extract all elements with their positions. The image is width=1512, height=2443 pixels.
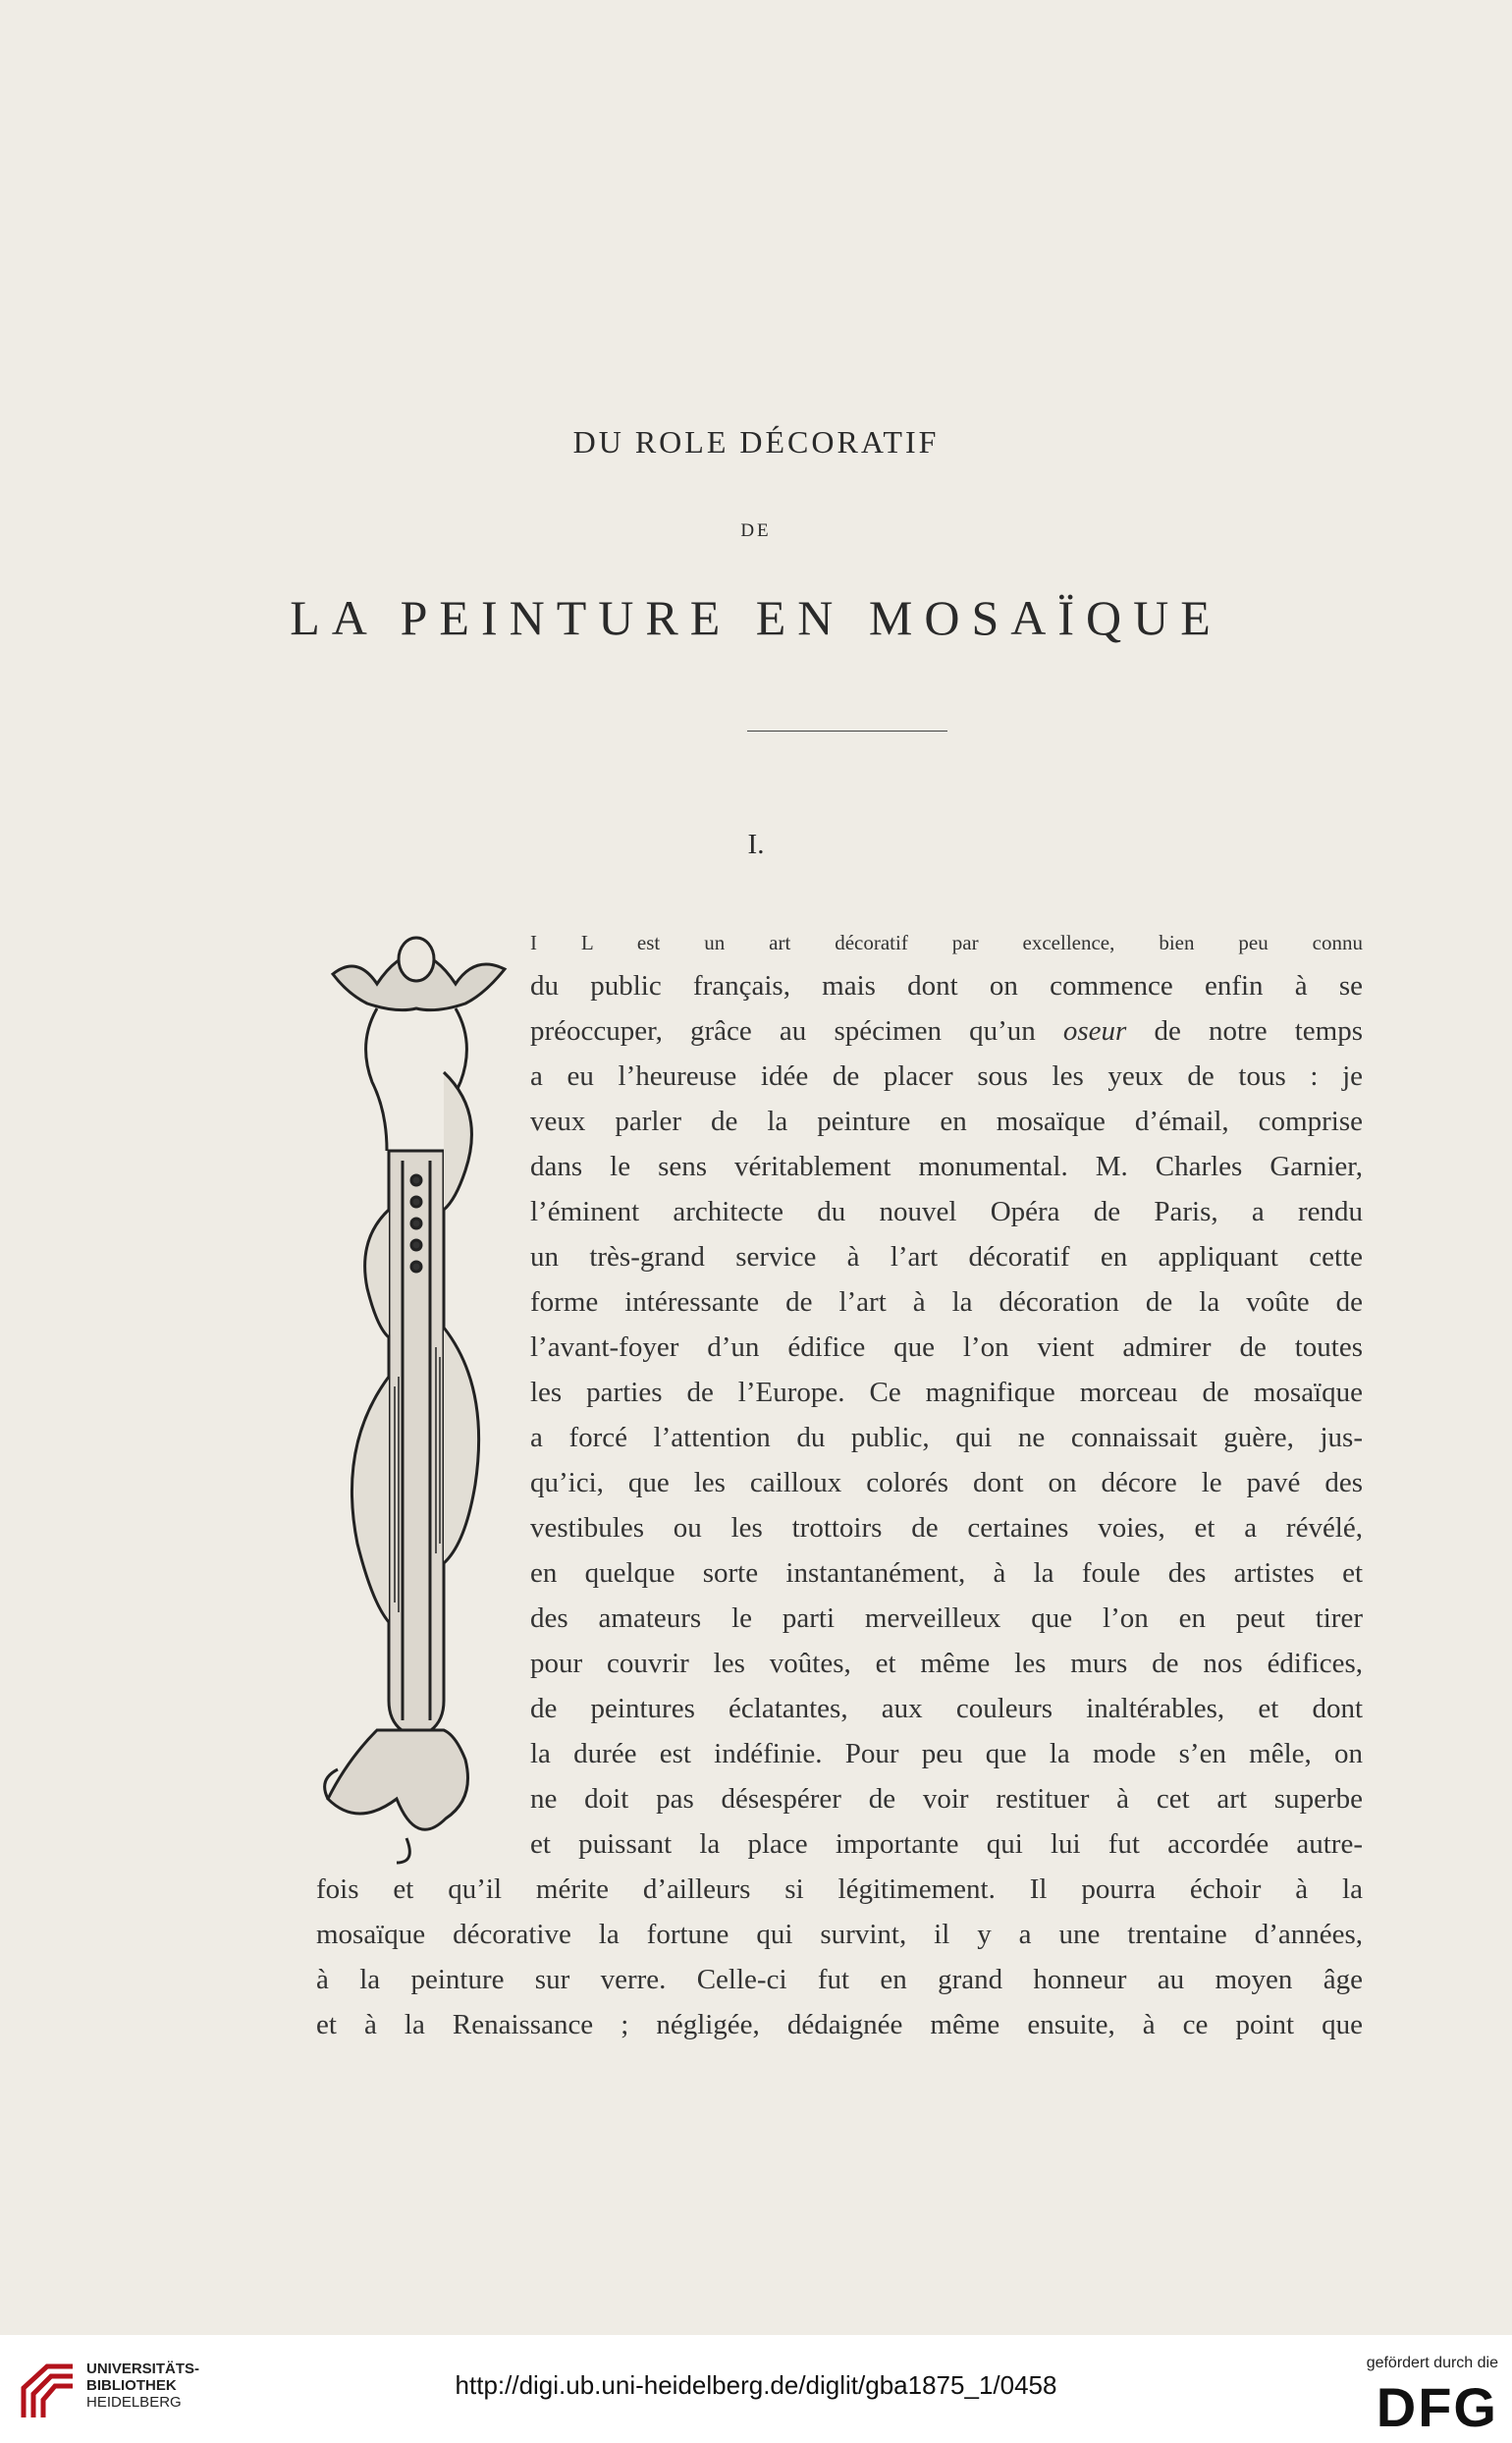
text-line-17: pour couvrir les voûtes, et même les murs de nos édifices, [530,1648,1363,1679]
text-line-8: un très-grand service à l’art décoratif en appliquant cette [530,1241,1363,1273]
text-line-20: ne doit pas désespérer de voir restituer à cet art superbe [530,1783,1363,1815]
text-line-2: du public français, mais dont on commence enfin à se [530,970,1363,1002]
text-line-6: dans le sens véritablement monumental. M. Charles Garnier, [530,1151,1363,1182]
text-line-16: des amateurs le parti merveilleux que l’on en peut tirer [530,1602,1363,1634]
text-line-4: a eu l’heureuse idée de placer sous les yeux de tous : je [530,1060,1363,1092]
title-connector: DE [740,520,772,541]
title-rule [747,731,947,732]
source-url-link[interactable]: http://digi.ub.uni-heidelberg.de/diglit/gba1875_1/0458 [455,2370,1057,2400]
text-line-11: les parties de l’Europe. Ce magnifique morceau de mosaïque [530,1377,1363,1408]
text-line-5: veux parler de la peinture en mosaïque d’émail, comprise [530,1106,1363,1137]
footer-bar [0,2335,1512,2443]
funding-label: gefördert durch die [1366,2355,1498,2371]
text-line-25: et à la Renaissance ; négligée, dédaignée même ensuite, à ce point que [316,2009,1363,2040]
page-title: LA PEINTURE EN MOSAÏQUE [290,590,1222,645]
text-line-7: l’éminent architecte du nouvel Opéra de Paris, a rendu [530,1196,1363,1227]
text-line-22: fois et qu’il mérite d’ailleurs si légitimement. Il pourra échoir à la [316,1873,1363,1905]
text-line-15: en quelque sorte instantanément, à la foule des artistes et [530,1557,1363,1589]
text-line-23: mosaïque décorative la fortune qui survint, il y a une trentaine d’années, [316,1919,1363,1950]
text-line-21: et puissant la place importante qui lui fut accordée autre- [530,1828,1363,1860]
text-line-9: forme intéressante de l’art à la décoration de la voûte de [530,1286,1363,1318]
text-line-3: préoccuper, grâce au spécimen qu’un oseur de notre temps [530,1015,1363,1047]
text-line-14: vestibules ou les trottoirs de certaines voies, et a révélé, [530,1512,1363,1544]
dfg-logo: DFG [1376,2376,1498,2438]
text-line-19: la durée est indéfinie. Pour peu que la mode s’en mêle, on [530,1738,1363,1769]
text-line-24: à la peinture sur verre. Celle-ci fut en grand honneur au moyen âge [316,1964,1363,1995]
text-line-13: qu’ici, que les cailloux colorés dont on décore le pavé des [530,1467,1363,1498]
text-line-1: I L est un art décoratif par excellence, bien peu connu [530,931,1363,954]
library-name: UNIVERSITÄTS- BIBLIOTHEK HEIDELBERG [86,2361,200,2411]
text-line-10: l’avant-foyer d’un édifice que l’on vient admirer de toutes [530,1331,1363,1363]
ornamental-initial-icon [318,915,524,1868]
section-number: I. [747,829,765,860]
text-line-12: a forcé l’attention du public, qui ne connaissait guère, jus- [530,1422,1363,1453]
text-line-18: de peintures éclatantes, aux couleurs inaltérables, et dont [530,1693,1363,1724]
title-line-1: DU ROLE DÉCORATIF [572,424,940,460]
